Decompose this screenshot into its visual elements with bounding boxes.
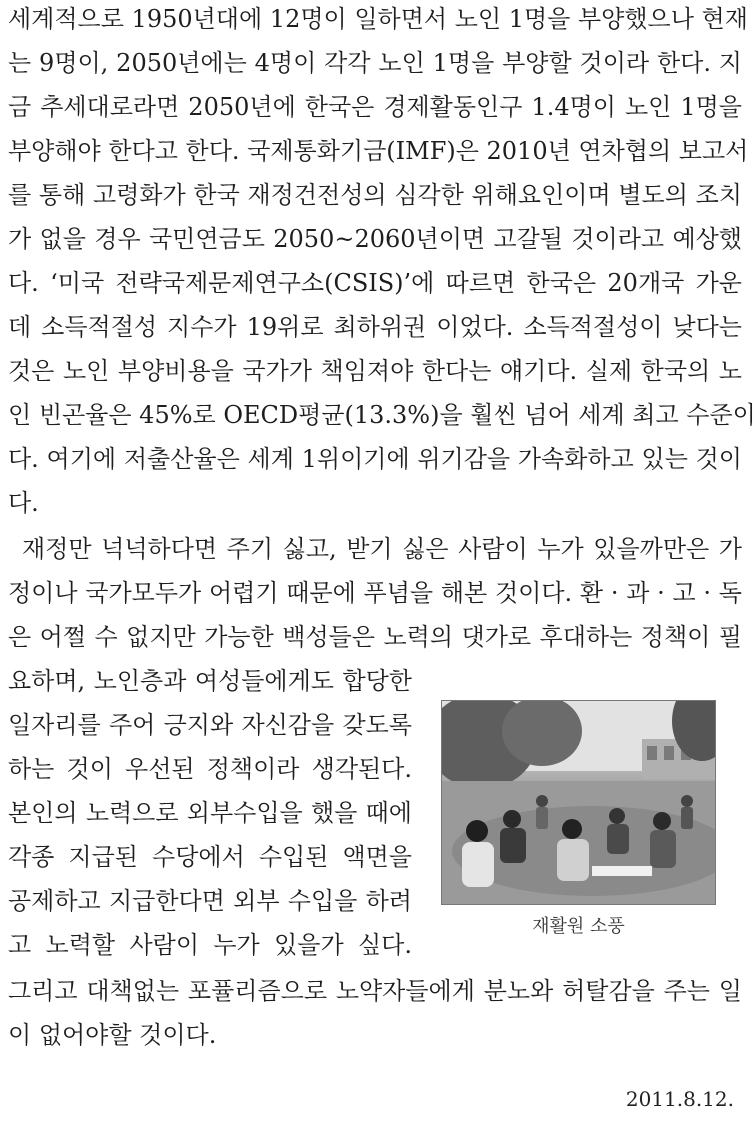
date-stamp: 2011.8.12. bbox=[625, 1087, 734, 1111]
body-line: 하는 것이 우선된 정책이라 생각된다. bbox=[8, 755, 412, 783]
body-line: 본인의 노력으로 외부수입을 했을 때에 bbox=[8, 799, 412, 827]
body-line: 다. bbox=[8, 489, 39, 517]
body-line: 은 어쩔 수 없지만 가능한 백성들은 노력의 댓가로 후대하는 정책이 필 bbox=[8, 623, 742, 651]
body-line: 공제하고 지급한다면 외부 수입을 하려 bbox=[8, 887, 412, 915]
body-line: 이 없어야할 것이다. bbox=[8, 1021, 217, 1049]
body-line: 요하며, 노인층과 여성들에게도 합당한 bbox=[8, 667, 412, 695]
body-line: 일자리를 주어 긍지와 자신감을 갖도록 bbox=[8, 711, 412, 739]
body-line: 를 통해 고령화가 한국 재정건전성의 심각한 위해요인이며 별도의 조치 bbox=[8, 181, 742, 209]
body-line: 세계적으로 1950년대에 12명이 일하면서 노인 1명을 부양했으나 현재 bbox=[8, 5, 748, 33]
body-line: 금 추세대로라면 2050년에 한국은 경제활동인구 1.4명이 노인 1명을 bbox=[8, 93, 742, 121]
body-line: 인 빈곤율은 45%로 OECD평균(13.3%)을 훨씬 넘어 세계 최고 수준이 bbox=[8, 401, 756, 429]
picnic-photo bbox=[441, 700, 716, 905]
photo-caption: 재활원 소풍 bbox=[532, 916, 625, 937]
body-line: 다. ‘미국 전략국제문제연구소(CSIS)’에 따르면 한국은 20개국 가운 bbox=[8, 269, 742, 297]
body-line: 그리고 대책없는 포퓰리즘으로 노약자들에게 분노와 허탈감을 주는 일 bbox=[8, 977, 742, 1005]
body-line: 데 소득적절성 지수가 19위로 최하위권 이었다. 소득적절성이 낮다는 bbox=[8, 313, 742, 341]
body-line: 부양해야 한다고 한다. 국제통화기금(IMF)은 2010년 연차협의 보고서 bbox=[8, 137, 749, 165]
picnic-scene-image bbox=[442, 701, 716, 905]
body-line: 는 9명이, 2050년에는 4명이 각각 노인 1명을 부양할 것이라 한다. 지 bbox=[8, 49, 742, 77]
body-line: 재정만 넉넉하다면 주기 싫고, 받기 싫은 사람이 누가 있을까만은 가 bbox=[22, 535, 742, 563]
body-line: 각종 지급된 수당에서 수입된 액면을 bbox=[8, 843, 412, 871]
body-line: 다. 여기에 저출산율은 세계 1위이기에 위기감을 가속화하고 있는 것이 bbox=[8, 445, 742, 473]
body-line: 것은 노인 부양비용을 국가가 책임져야 한다는 얘기다. 실제 한국의 노 bbox=[8, 357, 742, 385]
body-line: 고 노력할 사람이 누가 있을가 싶다. bbox=[8, 931, 412, 959]
body-line: 가 없을 경우 국민연금도 2050~2060년이면 고갈될 것이라고 예상했 bbox=[8, 225, 742, 253]
body-line: 정이나 국가모두가 어렵기 때문에 푸념을 해본 것이다. 환 · 과 · 고 · 독 bbox=[8, 579, 742, 607]
